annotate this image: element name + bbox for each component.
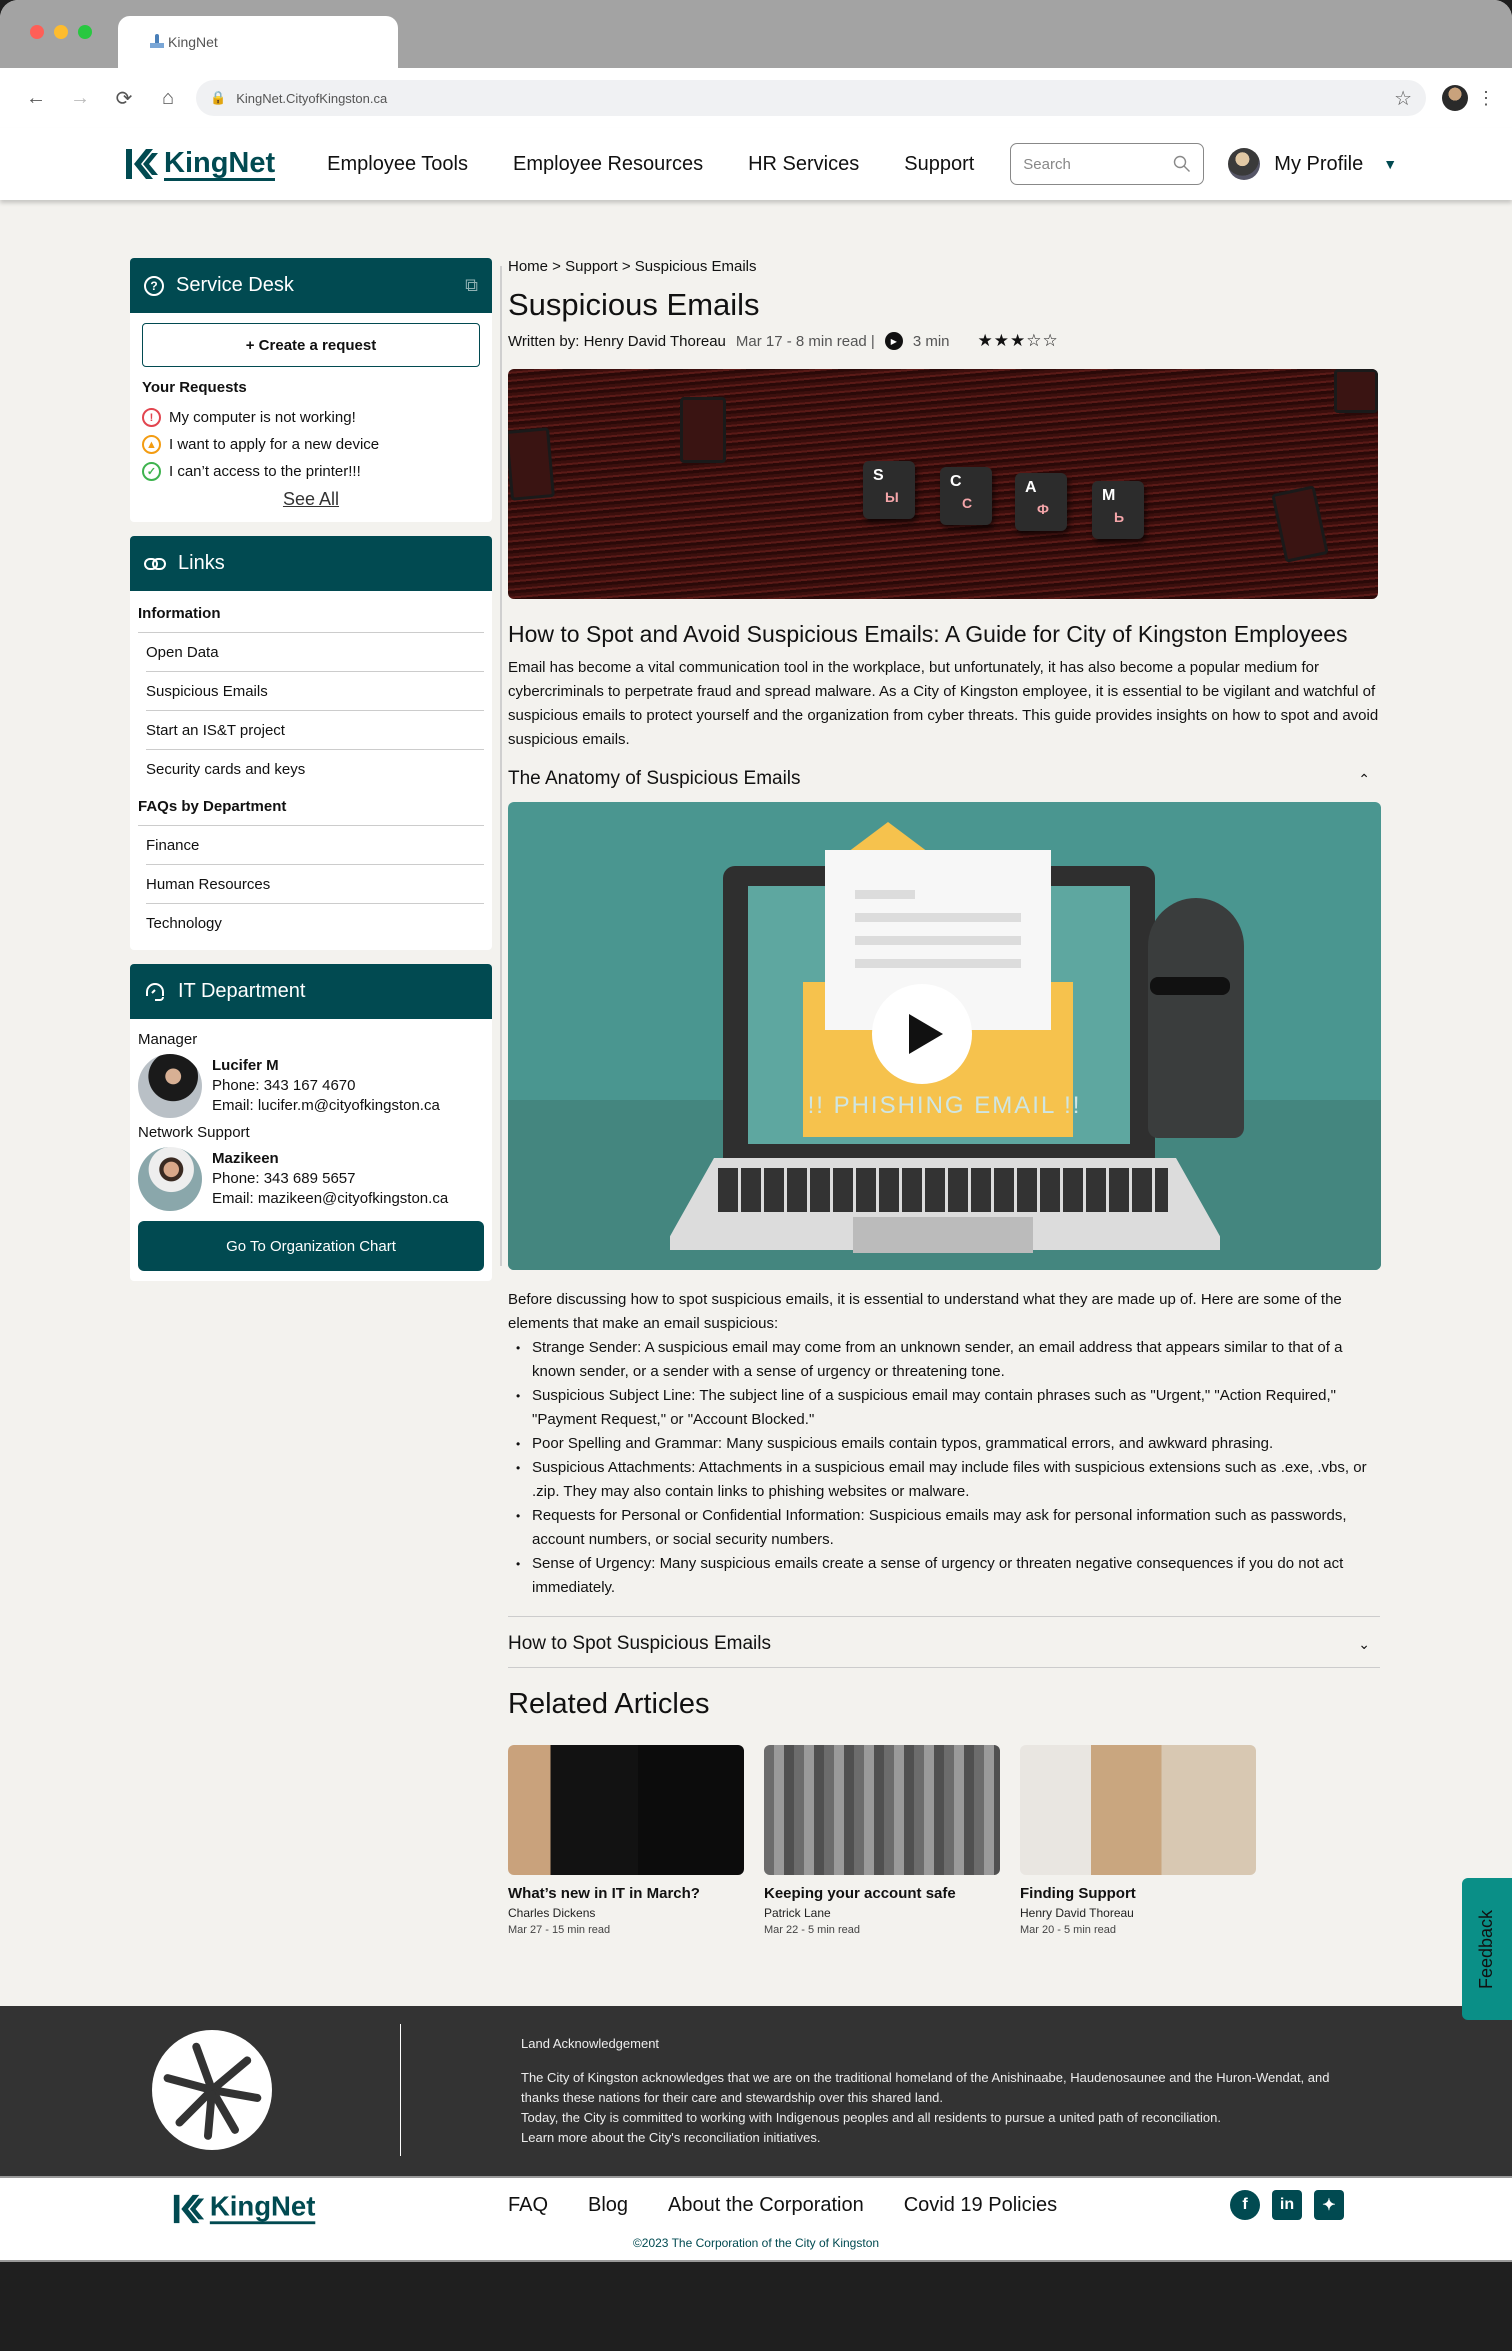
search-icon[interactable] (1173, 155, 1191, 173)
nav-employee-resources[interactable]: Employee Resources (513, 152, 704, 175)
keycap-decoration (1271, 485, 1329, 563)
maximize-window-button[interactable] (78, 25, 92, 39)
anatomy-lead: Before discussing how to spot suspicious emails, it is essential to understand what they are made up of. Here are some of the elements that make an email suspicious: (508, 1291, 1342, 1332)
site-footer (0, 2006, 1512, 2316)
home-icon[interactable]: ⌂ (161, 86, 175, 109)
video-player-phishing[interactable] (508, 802, 1381, 1270)
browser-toolbar (0, 68, 1512, 128)
it-department-header (130, 964, 492, 1019)
hero-image-scam-keycaps (508, 369, 1378, 599)
accordion-how-to-spot-header[interactable] (508, 1617, 1380, 1667)
main-nav (327, 153, 974, 176)
service-desk-title: Service Desk (176, 274, 294, 296)
contact-card (138, 1147, 484, 1211)
site-header (0, 128, 1512, 200)
accordion-title: How to Spot Suspicious Emails (508, 1633, 771, 1654)
link-security-cards[interactable]: Security cards and keys (146, 761, 306, 778)
chevron-down-icon[interactable]: ⌄ (1358, 1635, 1370, 1652)
linkedin-icon[interactable]: in (1272, 2190, 1302, 2220)
hacker-mask (1150, 977, 1230, 995)
request-item[interactable] (142, 404, 480, 431)
user-avatar (1228, 148, 1260, 180)
link-finance[interactable]: Finance (146, 826, 484, 865)
back-arrow-icon[interactable]: ← (26, 86, 46, 109)
contact-phone[interactable]: Phone: 343 689 5657 (212, 1170, 356, 1187)
star-empty-icon[interactable]: ☆ (1026, 331, 1043, 350)
caret-down-icon: ▼ (1383, 156, 1398, 172)
related-article-date: Mar 22 - 5 min read (764, 1924, 860, 1936)
land-acknowledgement (0, 2006, 1512, 2176)
contact-phone[interactable]: Phone: 343 167 4670 (212, 1077, 356, 1094)
contact-email[interactable]: Email: mazikeen@cityofkingston.ca (212, 1190, 449, 1207)
breadcrumb-separator: > (548, 258, 566, 275)
list-item: • Sense of Urgency: Many suspicious emails create a sense of urgency or threaten negative consequences if you do not act immediately. (516, 1552, 1380, 1600)
indigenous-emblem-icon (152, 2030, 272, 2150)
link-suspicious-emails[interactable]: Suspicious Emails (146, 672, 484, 711)
article-thumbnail[interactable] (508, 1745, 744, 1875)
kingnet-k-logo-icon (126, 149, 158, 179)
links-group-information (138, 599, 484, 788)
article-meta (508, 331, 1380, 351)
facebook-icon[interactable]: f (1230, 2190, 1260, 2220)
page-title: Suspicious Emails (508, 287, 760, 322)
contact-name: Lucifer M (212, 1057, 279, 1074)
feedback-tab[interactable] (1462, 1878, 1512, 2020)
bottom-bar (0, 2262, 1512, 2316)
chevron-up-icon[interactable]: ⌃ (1358, 770, 1370, 787)
article-intro: Email has become a vital communication tool in the workplace, but unfortunately, it has also become a popular medium for cybercriminals to perpetrate fraud and spread malware. As a City of Kingston employee, it is essential to be vigilant and watchful of suspicious emails to protect yourself and the organization from cyber threats. This guide provides insights on how to spot and avoid suspicious emails. (508, 659, 1379, 748)
your-requests-heading: Your Requests (142, 379, 247, 396)
headset-support-icon (144, 982, 166, 1002)
browser-menu-icon[interactable]: ⋮ (1477, 87, 1495, 108)
help-question-icon: ? (144, 276, 164, 296)
related-articles-heading: Related Articles (508, 1688, 710, 1720)
ack-paragraph: The City of Kingston acknowledges that we are on the traditional homeland of the Anishinaabe, Haudenosaunee and the Huron-Wendat, and thanks these nations for their care and stewardship over this shared land. (521, 2070, 1330, 2105)
nav-hr-services[interactable]: HR Services (748, 152, 860, 175)
breadcrumb-separator: > (617, 258, 635, 275)
keycap-s: S Ы (863, 461, 915, 519)
contact-role: Network Support (138, 1124, 250, 1141)
breadcrumb-current: Suspicious Emails (634, 258, 757, 275)
play-circle-icon[interactable]: ▶ (885, 332, 903, 350)
related-article-card[interactable] (508, 1745, 744, 1936)
bell-pending-icon: ▲ (142, 435, 161, 454)
browser-profile-avatar[interactable] (1442, 85, 1468, 111)
address-bar[interactable] (196, 80, 1426, 116)
ack-learn-more-link[interactable]: Learn more about the City's reconciliation initiatives. (521, 2130, 821, 2145)
related-article-author: Patrick Lane (764, 1906, 831, 1920)
service-desk-header (130, 258, 492, 313)
related-article-author: Charles Dickens (508, 1906, 596, 1920)
list-item: • Suspicious Attachments: Attachments in a suspicious email may include files with suspicious extensions such as .exe, .vbs, or .zip. They may also contain links to phishing websites or malware. (516, 1456, 1380, 1504)
city-hall-favicon-icon (150, 34, 164, 50)
request-label: I want to apply for a new device (169, 436, 380, 453)
article-date: Mar 17 - 8 min read | (735, 332, 875, 350)
feedback-label: Feedback (1476, 1909, 1497, 1989)
close-window-button[interactable] (30, 25, 44, 39)
twitter-icon[interactable]: ✦ (1314, 2190, 1344, 2220)
minimize-window-button[interactable] (54, 25, 68, 39)
breadcrumb-home[interactable]: Home (508, 258, 549, 275)
breadcrumb-support[interactable]: Support (565, 258, 618, 275)
breadcrumb (508, 258, 1380, 275)
links-category: FAQs by Department (138, 792, 484, 826)
rating-stars[interactable] (978, 331, 1059, 351)
footer-divider (400, 2024, 401, 2156)
profile-label: My Profile (1274, 152, 1364, 175)
anatomy-bullets (508, 1336, 1380, 1600)
list-item: • Strange Sender: A suspicious email may come from an unknown sender, an email address that appears similar to that of a known sender, or a sender with a sense of urgency or threatening tone. (516, 1336, 1380, 1384)
search-placeholder: Search (1023, 155, 1071, 173)
related-article-card[interactable] (764, 1745, 1000, 1936)
request-label: My computer is not working! (169, 409, 356, 426)
star-filled-icon[interactable]: ★ (1010, 331, 1027, 350)
footer-nav (508, 2194, 1057, 2217)
video-length: 3 min (912, 332, 950, 350)
article-subtitle: How to Spot and Avoid Suspicious Emails: A Guide for City of Kingston Employees (508, 621, 1348, 647)
keycap-a: A Ф (1015, 473, 1067, 531)
links-card (130, 536, 492, 950)
keycap-decoration (1334, 369, 1378, 413)
kingnet-logo[interactable]: KingNet (126, 148, 275, 181)
kingnet-k-logo-icon (174, 2194, 204, 2223)
related-article-author: Henry David Thoreau (1020, 1906, 1134, 1920)
envelope-flap (848, 822, 928, 852)
article-thumbnail[interactable] (764, 1745, 1000, 1875)
request-item[interactable] (142, 431, 480, 458)
related-article-title[interactable]: Finding Support (1020, 1885, 1136, 1902)
external-link-icon[interactable]: ⧉ (465, 275, 478, 295)
link-start-ist-project[interactable]: Start an IS&T project (146, 711, 484, 750)
request-item[interactable] (142, 458, 480, 485)
lock-icon: 🔒 (210, 90, 227, 105)
copyright: ©2023 The Corporation of the City of Kingston (632, 2236, 880, 2250)
nav-support[interactable]: Support (904, 152, 975, 175)
link-open-data[interactable]: Open Data (146, 633, 484, 672)
contact-email[interactable]: Email: lucifer.m@cityofkingston.ca (212, 1097, 440, 1114)
it-department-title: IT Department (178, 980, 306, 1002)
links-group-faqs (138, 792, 484, 942)
footer-kingnet-logo[interactable]: KingNet (174, 2193, 316, 2224)
star-empty-icon[interactable]: ☆ (1042, 331, 1059, 350)
article-main (508, 258, 1380, 1936)
related-article-card[interactable] (1020, 1745, 1256, 1936)
anatomy-content (508, 1270, 1380, 1600)
contact-role: Manager (138, 1031, 198, 1048)
star-filled-icon[interactable]: ★ (993, 331, 1011, 350)
sidebar-scrollbar[interactable] (500, 266, 502, 1266)
ack-paragraph: Today, the City is committed to working with Indigenous peoples and all residents to pursue a united path of reconciliation. (521, 2110, 1221, 2125)
my-profile-menu[interactable] (1228, 148, 1397, 180)
related-articles-grid (508, 1745, 1380, 1936)
article-author: Written by: Henry David Thoreau (508, 332, 726, 350)
create-request-button[interactable]: + Create a request (142, 323, 480, 367)
accordion-how-to-spot[interactable] (508, 1616, 1380, 1668)
article-thumbnail[interactable] (1020, 1745, 1256, 1875)
list-item: • Suspicious Subject Line: The subject line of a suspicious email may contain phrases such as "Urgent," "Action Required," "Payment Request," or "Account Blocked." (516, 1384, 1380, 1432)
it-department-card (130, 964, 492, 1281)
footer-covid-link[interactable]: Covid 19 Policies (903, 2194, 1058, 2216)
reload-icon[interactable]: ⟳ (115, 87, 133, 110)
see-all-link[interactable]: See All (282, 489, 340, 509)
link-human-resources[interactable]: Human Resources (146, 865, 484, 904)
contact-avatar (138, 1147, 202, 1211)
links-category: Information (138, 599, 484, 633)
related-article-title[interactable]: What’s new in IT in March? (508, 1885, 700, 1902)
window-controls (30, 25, 92, 39)
service-desk-card (130, 258, 492, 522)
footer-blog-link[interactable]: Blog (588, 2194, 629, 2216)
keycap-c: C С (940, 467, 992, 525)
search-input[interactable] (1010, 143, 1204, 185)
footer-faq-link[interactable]: FAQ (508, 2194, 549, 2216)
social-links (1230, 2190, 1344, 2220)
bookmark-star-icon[interactable]: ☆ (1394, 87, 1412, 110)
keycap-decoration (508, 427, 555, 501)
url-text: KingNet.CityofKingston.ca (236, 90, 388, 106)
org-chart-button[interactable]: Go To Organization Chart (138, 1221, 484, 1271)
links-title: Links (178, 552, 225, 574)
links-header (130, 536, 492, 591)
related-article-date: Mar 27 - 15 min read (508, 1924, 611, 1936)
keycap-decoration (680, 397, 726, 463)
keycap-m: M Ь (1092, 481, 1144, 539)
ack-title: Land Acknowledgement (521, 2036, 660, 2051)
nav-employee-tools[interactable]: Employee Tools (327, 152, 468, 175)
forward-arrow-icon[interactable]: → (70, 86, 90, 109)
laptop-keyboard (718, 1168, 1168, 1212)
contact-name: Mazikeen (212, 1150, 279, 1167)
accordion-title: The Anatomy of Suspicious Emails (508, 768, 801, 789)
laptop-trackpad (853, 1217, 1033, 1253)
play-button-icon[interactable] (872, 984, 972, 1084)
browser-tabbar (0, 0, 1512, 68)
tab-title: KingNet (168, 34, 218, 50)
contact-card (138, 1054, 484, 1118)
list-item: • Poor Spelling and Grammar: Many suspicious emails contain typos, grammatical errors, and awkward phrasing. (516, 1432, 1380, 1456)
browser-tab[interactable] (118, 16, 398, 68)
alert-exclamation-icon: ! (142, 408, 161, 427)
accordion-anatomy-header[interactable] (508, 752, 1380, 802)
page-body (0, 200, 1512, 2006)
star-filled-icon[interactable]: ★ (977, 331, 994, 350)
link-chain-icon (144, 558, 166, 570)
contact-avatar (138, 1054, 202, 1118)
link-technology[interactable]: Technology (146, 915, 222, 932)
request-label: I can’t access to the printer!!! (169, 463, 361, 480)
check-resolved-icon: ✓ (142, 462, 161, 481)
list-item: • Requests for Personal or Confidential Information: Suspicious emails may ask for personal information such as passwords, account numbers, or social security numbers. (516, 1504, 1380, 1552)
sidebar (130, 258, 492, 1936)
footer-about-link[interactable]: About the Corporation (668, 2194, 864, 2216)
related-article-title[interactable]: Keeping your account safe (764, 1885, 956, 1902)
video-caption: !! PHISHING EMAIL !! (807, 1092, 1082, 1119)
related-article-date: Mar 20 - 5 min read (1020, 1924, 1116, 1936)
footer-nav-bar (0, 2176, 1512, 2262)
